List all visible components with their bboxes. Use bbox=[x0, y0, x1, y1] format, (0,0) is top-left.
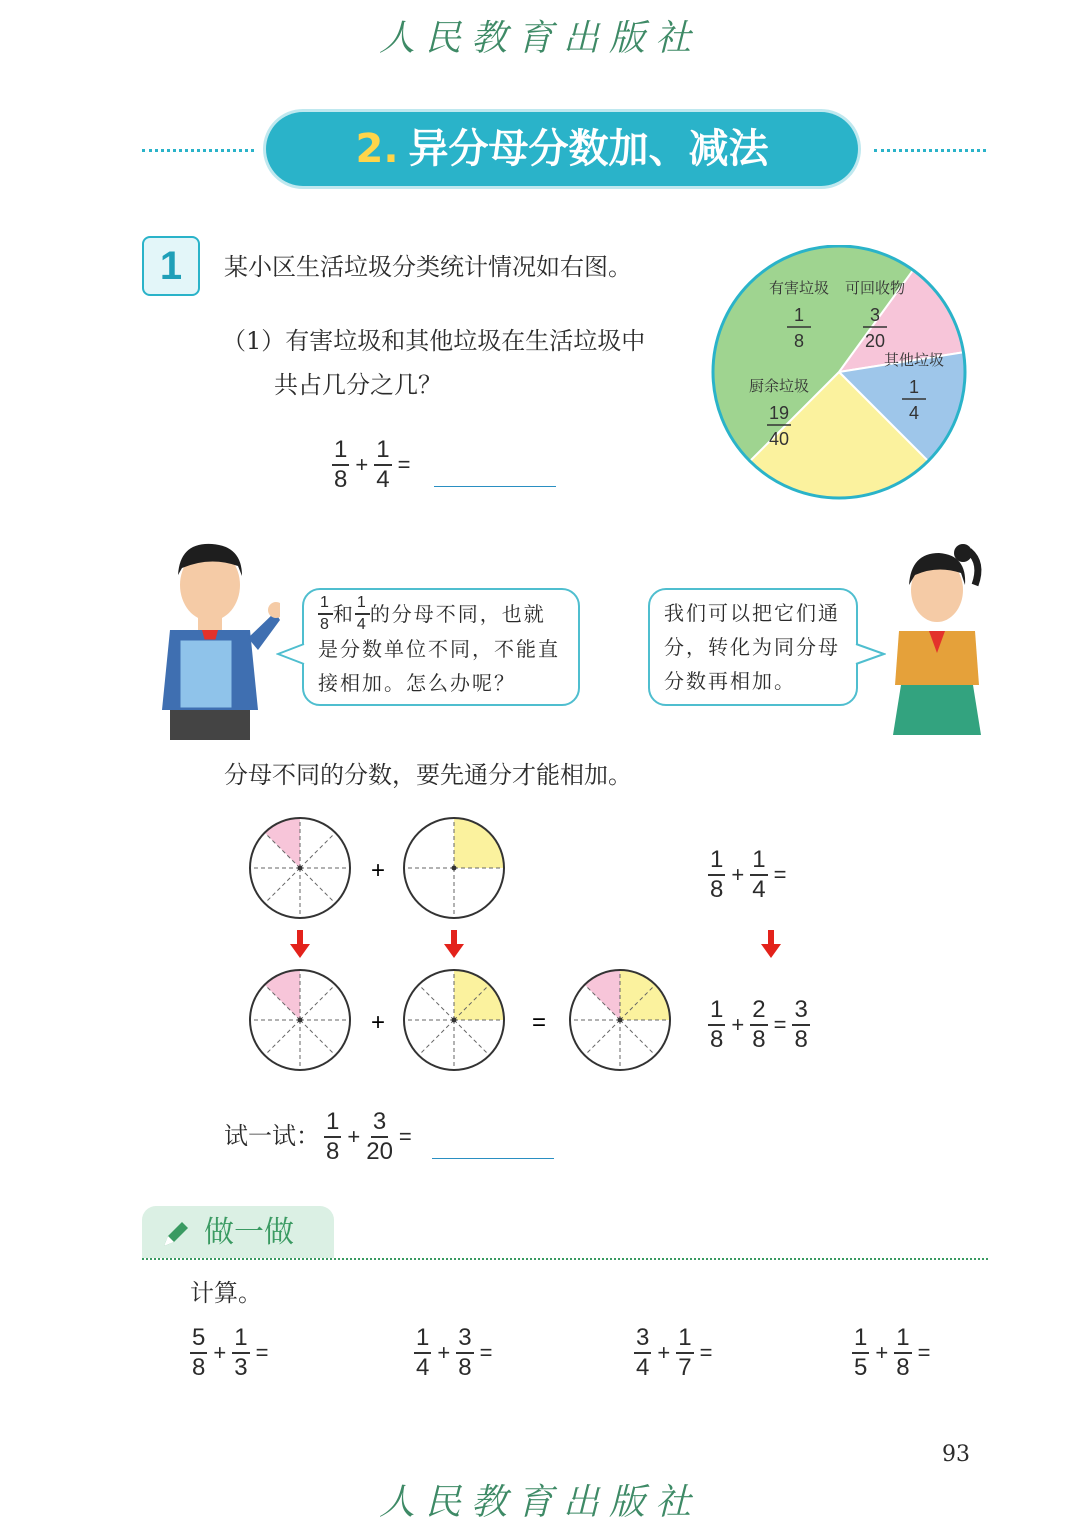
fraction: $\frac{1}{8}$ bbox=[320, 594, 331, 633]
equals-sign: = bbox=[479, 1340, 493, 1365]
fraction-circle bbox=[570, 970, 670, 1070]
question-equation bbox=[332, 438, 412, 492]
bubble-text: 分，转化为同分母 bbox=[664, 635, 840, 659]
plus-sign: + bbox=[731, 1012, 745, 1037]
girl-illustration bbox=[885, 535, 995, 735]
bubble-text: 是分数单位不同，不能直 bbox=[318, 637, 560, 661]
pie-fraction-numerator: 3 bbox=[869, 305, 881, 325]
page-number: 93 bbox=[942, 1442, 970, 1467]
fraction: $\frac{5}{8}$ bbox=[192, 1324, 206, 1381]
equals-sign: = bbox=[398, 1124, 412, 1149]
fraction-circle bbox=[404, 818, 504, 918]
section-title-text: 异分母分数加、减法 bbox=[408, 126, 769, 172]
equals-sign: = bbox=[773, 862, 787, 887]
fraction-circle bbox=[250, 818, 350, 918]
plus-sign: + bbox=[437, 1340, 451, 1365]
pie-label: 可回收物 bbox=[844, 279, 906, 297]
question-line-1: （1）有害垃圾和其他垃圾在生活垃圾中 bbox=[222, 327, 646, 355]
answer-blank[interactable] bbox=[432, 1158, 554, 1159]
girl-speech-bubble bbox=[648, 588, 858, 706]
equation-original bbox=[708, 848, 788, 902]
title-dots-right bbox=[874, 149, 986, 152]
section-number: 2. bbox=[355, 126, 399, 172]
publisher-header: 人民教育出版社 bbox=[378, 18, 701, 59]
problem-4 bbox=[852, 1326, 932, 1380]
down-arrow bbox=[760, 930, 782, 960]
fraction: $\frac{1}{8}$ bbox=[896, 1324, 910, 1381]
problem-2 bbox=[414, 1326, 494, 1380]
try-it-label: 试一试： bbox=[224, 1123, 320, 1150]
fraction: $\frac{1}{4}$ bbox=[376, 436, 390, 493]
plus-sign: + bbox=[370, 857, 386, 884]
bubble-text: 和 bbox=[332, 602, 355, 626]
fraction: $\frac{2}{8}$ bbox=[752, 996, 766, 1053]
fraction: $\frac{3}{8}$ bbox=[794, 996, 808, 1053]
do-it-divider bbox=[142, 1258, 988, 1260]
bubble-text: 接相加。怎么办呢？ bbox=[318, 671, 516, 695]
fraction: $\frac{1}{5}$ bbox=[854, 1324, 868, 1381]
bubble-tail-left bbox=[276, 640, 306, 670]
example-number-badge: 1 bbox=[142, 236, 200, 296]
fraction-circles bbox=[240, 810, 690, 1080]
pie-fraction-numerator: 19 bbox=[768, 403, 790, 423]
title-dots-left bbox=[142, 149, 254, 152]
bubble-text: 我们可以把它们通 bbox=[664, 601, 840, 625]
pie-fraction-numerator: 1 bbox=[908, 377, 920, 397]
bubble-text: 分数再相加。 bbox=[664, 669, 796, 693]
try-it-equation bbox=[224, 1110, 414, 1164]
fraction-circle bbox=[250, 970, 350, 1070]
plus-sign: + bbox=[355, 452, 369, 477]
plus-sign: + bbox=[213, 1340, 227, 1365]
boy-illustration bbox=[140, 530, 280, 740]
plus-sign: + bbox=[657, 1340, 671, 1365]
do-it-title: 做一做 bbox=[204, 1215, 294, 1250]
publisher-footer: 人民教育出版社 bbox=[378, 1482, 701, 1523]
equals-sign: = bbox=[531, 1009, 547, 1036]
pencil-icon bbox=[160, 1218, 192, 1250]
fraction: $\frac{1}{4}$ bbox=[356, 594, 368, 633]
plus-sign: + bbox=[347, 1124, 361, 1149]
pie-fraction-numerator: 1 bbox=[793, 305, 805, 325]
problem-1 bbox=[190, 1326, 270, 1380]
fraction: $\frac{1}{3}$ bbox=[234, 1324, 248, 1381]
do-it-instruction: 计算。 bbox=[190, 1279, 262, 1307]
fraction: $\frac{3}{20}$ bbox=[366, 1108, 393, 1165]
question-line-2: 共占几分之几？ bbox=[274, 371, 442, 399]
fraction: $\frac{1}{4}$ bbox=[416, 1324, 430, 1381]
fraction: $\frac{3}{8}$ bbox=[458, 1324, 472, 1381]
down-arrow bbox=[290, 930, 310, 958]
fraction: $\frac{1}{4}$ bbox=[752, 846, 766, 903]
example-intro: 某小区生活垃圾分类统计情况如右图。 bbox=[224, 253, 632, 281]
fraction: $\frac{3}{4}$ bbox=[636, 1324, 650, 1381]
fraction: $\frac{1}{7}$ bbox=[678, 1324, 692, 1381]
plus-sign: + bbox=[731, 862, 745, 887]
equals-sign: = bbox=[917, 1340, 931, 1365]
bubble-tail-right bbox=[854, 640, 886, 670]
pie-label: 有害垃圾 bbox=[768, 279, 830, 297]
pie-label: 厨余垃圾 bbox=[748, 377, 810, 395]
do-it-tab bbox=[142, 1206, 334, 1258]
bubble-text: 的分母不同，也就 bbox=[369, 602, 546, 626]
fraction: $\frac{1}{8}$ bbox=[710, 996, 724, 1053]
equals-sign: = bbox=[699, 1340, 713, 1365]
waste-pie-chart bbox=[700, 245, 980, 515]
section-title bbox=[266, 112, 858, 186]
rule-text: 分母不同的分数，要先通分才能相加。 bbox=[224, 761, 632, 789]
equation-converted bbox=[708, 998, 810, 1052]
down-arrow bbox=[444, 930, 464, 958]
pie-fraction-denominator: 4 bbox=[908, 403, 920, 423]
fraction-circle bbox=[404, 970, 504, 1070]
pie-fraction-denominator: 20 bbox=[864, 331, 886, 351]
pie-fraction-denominator: 8 bbox=[793, 331, 805, 351]
equals-sign: = bbox=[255, 1340, 269, 1365]
boy-speech-bubble bbox=[302, 588, 580, 706]
equals-sign: = bbox=[397, 452, 411, 477]
problem-3 bbox=[634, 1326, 714, 1380]
pie-fraction-denominator: 40 bbox=[768, 429, 790, 449]
pie-label: 其他垃圾 bbox=[883, 351, 945, 369]
plus-sign: + bbox=[370, 1009, 386, 1036]
fraction: $\frac{1}{8}$ bbox=[334, 436, 348, 493]
equals-sign: = bbox=[773, 1012, 787, 1037]
answer-blank[interactable] bbox=[434, 486, 556, 487]
fraction: $\frac{1}{8}$ bbox=[326, 1108, 340, 1165]
fraction: $\frac{1}{8}$ bbox=[710, 846, 724, 903]
plus-sign: + bbox=[875, 1340, 889, 1365]
